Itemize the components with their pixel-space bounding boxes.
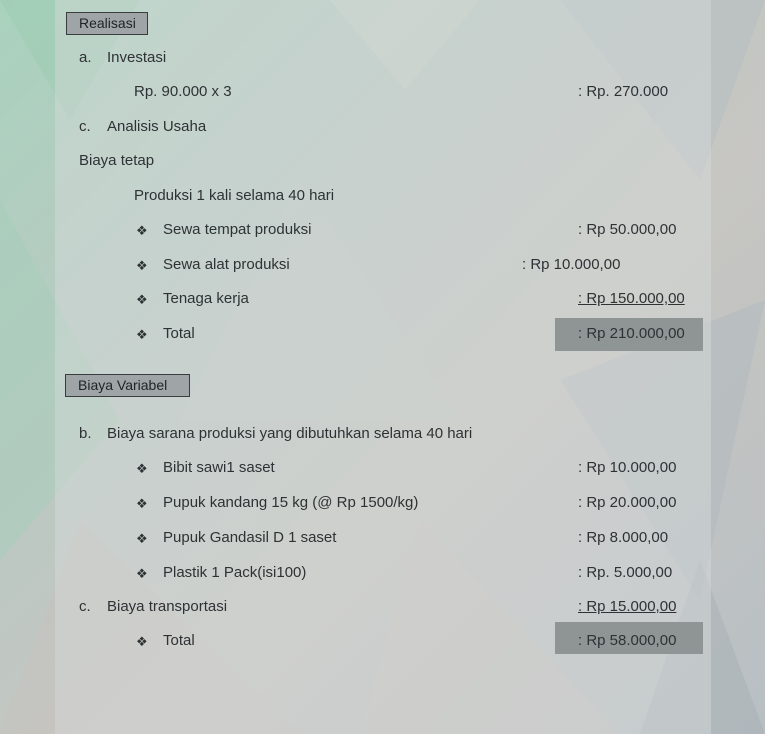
biaya-tetap-subtitle: Produksi 1 kali selama 40 hari: [134, 187, 335, 204]
item-label: Pupuk kandang 15 kg (@ Rp 1500/kg): [163, 494, 419, 511]
analisis-label: Analisis Usaha: [107, 118, 207, 135]
total-value: : Rp 58.000,00: [578, 632, 677, 649]
item-value: : Rp 10.000,00: [578, 459, 677, 476]
item-value: : Rp 20.000,00: [578, 494, 677, 511]
bullet-icon: ❖: [136, 258, 148, 273]
biaya-variabel-heading: Biaya Variabel: [65, 374, 190, 397]
item-value: : Rp 50.000,00: [578, 221, 677, 238]
item-label: Plastik 1 Pack(isi100): [163, 564, 307, 581]
transport-value: : Rp 15.000,00: [578, 598, 677, 615]
bullet-icon: ❖: [136, 531, 148, 546]
bullet-icon: ❖: [136, 496, 148, 511]
total-label: Total: [163, 325, 195, 342]
bullet-icon: ❖: [136, 292, 148, 307]
item-value: : Rp 150.000,00: [578, 290, 685, 307]
item-label: Sewa alat produksi: [163, 256, 290, 273]
biaya-tetap-title: Biaya tetap: [79, 152, 155, 169]
investasi-marker: a.: [79, 49, 92, 66]
item-label: Pupuk Gandasil D 1 saset: [163, 529, 337, 546]
bullet-icon: ❖: [136, 327, 148, 342]
item-label: Sewa tempat produksi: [163, 221, 312, 238]
investasi-calc: Rp. 90.000 x 3: [134, 83, 232, 100]
total-value: : Rp 210.000,00: [578, 325, 685, 342]
realisasi-heading: Realisasi: [66, 12, 148, 35]
item-value: : Rp. 5.000,00: [578, 564, 673, 581]
bullet-icon: ❖: [136, 634, 148, 649]
total-label: Total: [163, 632, 195, 649]
bullet-icon: ❖: [136, 566, 148, 581]
item-label: Tenaga kerja: [163, 290, 249, 307]
investasi-label: Investasi: [107, 49, 167, 66]
bullet-icon: ❖: [136, 223, 148, 238]
analisis-marker: c.: [79, 118, 91, 135]
item-value: : Rp 8.000,00: [578, 529, 669, 546]
item-value: : Rp 10.000,00: [522, 256, 621, 273]
bullet-icon: ❖: [136, 461, 148, 476]
item-label: Bibit sawi1 saset: [163, 459, 275, 476]
transport-marker: c.: [79, 598, 91, 615]
transport-label: Biaya transportasi: [107, 598, 228, 615]
sarana-marker: b.: [79, 425, 92, 442]
sarana-label: Biaya sarana produksi yang dibutuhkan selama 40 hari: [107, 425, 473, 442]
investasi-value: : Rp. 270.000: [578, 83, 669, 100]
